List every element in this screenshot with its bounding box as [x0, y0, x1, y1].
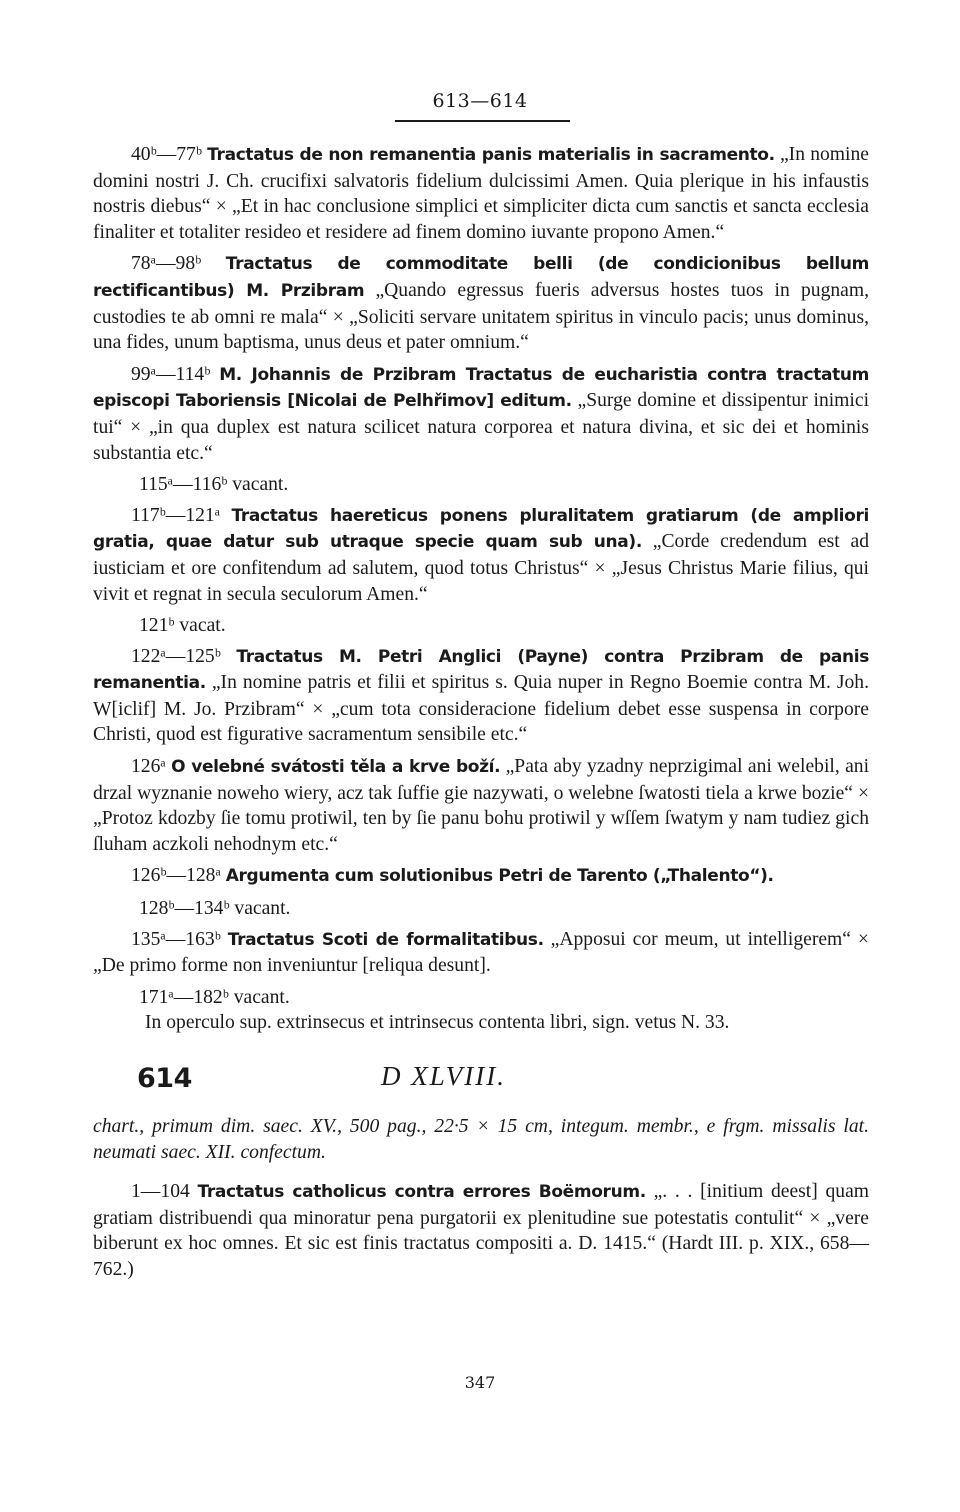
entry-text: „Apposui cor meum, ut intelligerem“ × „De primo forme non inveniuntur [reliqua desunt].: [93, 928, 869, 977]
entry-text: „Pata aby yzadny neprzigimal ani welebil, ani drzal wyznanie noweho wiery, acz tak ſuffie gie nazywati, o welebne ſwatosti tiela a krwe bozie“ × „Protoz kdozby ſie tomu protiwil, ten by ſie panu bohu protiwil y wſſem ſwatym y nam tudiez gich ſluham aczkoli nehodnym etc.“: [93, 756, 870, 855]
entry-text: „Corde credendum est ad iusticiam et ore confitendum ad salutem, quod totus Christus“ × „Jesus Christus Marie filius, qui vivit et regnat in secula seculorum Amen.“: [93, 531, 870, 605]
folio-range: 115ᵃ—116ᵇ: [139, 474, 228, 496]
manuscript-description: chart., primum dim. saec. XV., 500 pag., 22·5 × 15 cm, integum. membr., e frgm. missalis lat. neumati saec. XII. confectum.: [93, 1116, 869, 1163]
entry-title: Tractatus de commoditate belli (de condicionibus bellum rectificantibus) M. Przibram: [93, 254, 869, 301]
catalog-entry: [93, 644, 869, 748]
entry-text: „. . . [initium deest] quam gratiam distribuendi qua minoratur pena purgatorii ex plenitudine sue potestatis contulit“ × „vere biberunt ex hoc omnes. Et sic est finis tractatus compositi a. D. 1415.“ (Hardt III. p. XIX., 658—762.): [93, 1181, 870, 1280]
catalog-entry: [93, 754, 869, 857]
catalog-entry: [93, 927, 869, 979]
manuscript-heading: [93, 1060, 869, 1104]
folio-range: 117ᵇ—121ᵃ: [131, 504, 221, 526]
entry-title: Tractatus de non remanentia panis materialis in sacramento.: [207, 145, 775, 165]
entry-text: „Surge domine et dissipentur inimici tui“ × „in qua duplex est natura scilicet natura corporea et natura divina, et sic dei et hominis substantia etc.“: [93, 390, 870, 464]
entry-title: Tractatus M. Petri Anglici (Payne) contra Przibram de panis remanentia.: [93, 646, 869, 694]
cover-note: In operculo sup. extrinsecus et intrinsecus contenta libri, sign. vetus N. 33.: [145, 1012, 730, 1034]
running-header: 613—614: [432, 90, 528, 112]
catalog-entry: [93, 863, 869, 890]
manuscript-signature: D XLVIII.: [381, 1061, 506, 1091]
entry-title: Argumenta cum solutionibus Petri de Tarento („Thalento“).: [225, 866, 774, 887]
entry-title: Tractatus haereticus ponens pluralitatem gratiarum (de ampliori gratia, quae datur sub utraque specie quam sub una).: [93, 505, 869, 553]
folio-range: 121ᵇ: [139, 615, 175, 637]
entry-title: O velebné svátosti těla a krve boží.: [171, 757, 501, 778]
catalog-entry: [93, 251, 869, 355]
entry-text: „In nomine patris et filii et spiritus s. Quia nuper in Regno Boemie contra M. Joh. W[iclif] M. Jo. Przibram“ × „cum tota consideracione fidelium debet esse suspensa in corpore Christi, quod est figurative sacramentum sensibile etc.“: [93, 672, 869, 746]
catalog-entry: [93, 362, 869, 466]
header-rule: [395, 120, 570, 122]
folio-range: 126ᵇ—128ᵃ: [131, 865, 221, 887]
vacant-entry: [93, 613, 869, 639]
folio-range: 78ᵃ—98ᵇ: [131, 253, 202, 275]
vacant-label: vacant.: [234, 898, 291, 920]
manuscript-number: 614: [137, 1063, 192, 1094]
catalog-entry: [93, 1179, 869, 1282]
catalog-entry: [93, 503, 869, 607]
folio-range: 171ᵃ—182ᵇ: [139, 986, 229, 1008]
catalog-content: [93, 142, 869, 1289]
folio-range: 40ᵇ—77ᵇ: [131, 144, 202, 165]
folio-range: 122ᵃ—125ᵇ: [131, 645, 221, 667]
vacant-entry: [93, 896, 869, 922]
page-number: 347: [464, 1373, 496, 1392]
folio-range: 128ᵇ—134ᵇ: [139, 898, 230, 920]
vacant-entry: [93, 985, 869, 1011]
entry-title: Tractatus catholicus contra errores Boëmorum.: [197, 1182, 646, 1203]
vacant-entry: [93, 472, 869, 498]
folio-range: 1—104: [131, 1181, 190, 1203]
entry-text: „Quando egressus fueris adversus hostes tuos in pugnam, custodies te ab omni re mala“ × „Soliciti servare unitatem spiritus in vinculo pacis; unus dominus, una fides, unum baptisma, unus deus et pater omnium.“: [93, 279, 869, 354]
folio-range: 126ᵃ: [131, 756, 166, 778]
catalog-entry: [93, 142, 869, 245]
entry-title: M. Johannis de Przibram Tractatus de eucharistia contra tractatum episcopi Taboriensis [Nicolai de Pelhřimov] editum.: [93, 364, 869, 412]
folio-range: 135ᵃ—163ᵇ: [131, 928, 221, 950]
entry-text: „In nomine domini nostri J. Ch. crucifixi salvatoris fidelium dulcissimi Amen. Quia plerique in his infaustis nostris diebus“ × „Et in hac conclusione simplici et simpliciter dicta cum sanctis et sancta ecclesia finaliter et totaliter resideo et residere ad finem domino iuvante propono Amen.“: [93, 144, 869, 243]
entry-title: Tractatus Scoti de formalitatibus.: [227, 929, 544, 950]
folio-range: 99ᵃ—114ᵇ: [131, 363, 211, 385]
vacant-label: vacant.: [232, 474, 289, 496]
vacant-label: vacant.: [233, 986, 290, 1008]
vacant-label: vacat.: [179, 615, 226, 637]
